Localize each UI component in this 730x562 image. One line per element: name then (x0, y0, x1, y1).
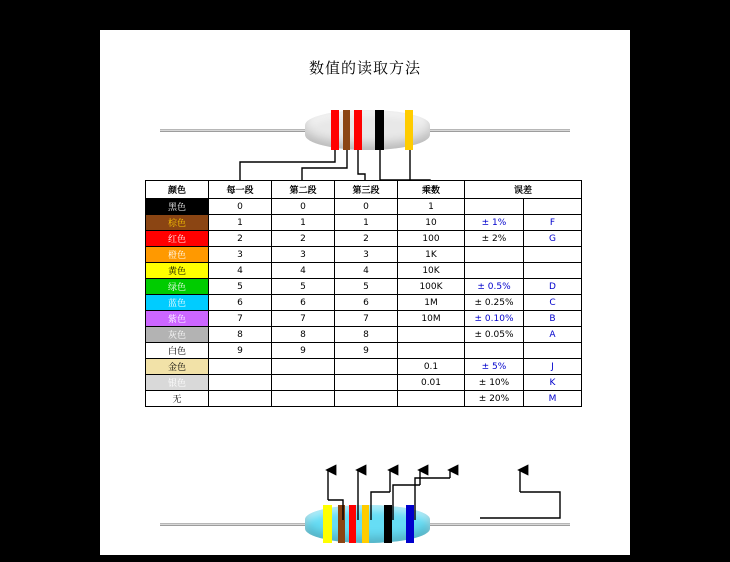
cell-tolerance: ± 0.05% (465, 327, 524, 343)
resistor-bottom-lead-right (420, 523, 570, 526)
cell-tolerance-letter: K (524, 375, 582, 391)
cell-digit3: 6 (335, 295, 398, 311)
cell-digit1: 2 (209, 231, 272, 247)
cell-digit3: 5 (335, 279, 398, 295)
cell-digit1: 0 (209, 199, 272, 215)
table-row (146, 199, 582, 215)
cell-multiplier: 10M (398, 311, 465, 327)
cell-multiplier: 1K (398, 247, 465, 263)
cell-digit2: 0 (272, 199, 335, 215)
cell-color-name: 灰色 (146, 327, 209, 343)
th-digit3: 第三段 (335, 181, 398, 199)
cell-digit1: 7 (209, 311, 272, 327)
cell-tolerance-letter (524, 343, 582, 359)
cell-tolerance (465, 199, 524, 215)
table-row (146, 231, 582, 247)
cell-color-name: 金色 (146, 359, 209, 375)
cell-color-name: 绿色 (146, 279, 209, 295)
table-row (146, 247, 582, 263)
cell-digit1 (209, 375, 272, 391)
table-row (146, 263, 582, 279)
cell-tolerance: ± 5% (465, 359, 524, 375)
cell-digit2 (272, 375, 335, 391)
th-digit2: 第二段 (272, 181, 335, 199)
resistor-top-body (305, 110, 430, 150)
table-row (146, 295, 582, 311)
cell-multiplier (398, 327, 465, 343)
cell-digit2: 4 (272, 263, 335, 279)
table-row (146, 279, 582, 295)
cell-digit1: 8 (209, 327, 272, 343)
table-row (146, 343, 582, 359)
resistor-bottom-band-1 (323, 505, 332, 543)
cell-digit1: 3 (209, 247, 272, 263)
cell-tolerance-letter (524, 247, 582, 263)
cell-color-name: 棕色 (146, 215, 209, 231)
resistor-bottom-band-2 (338, 505, 345, 543)
diagram-canvas (100, 30, 630, 555)
cell-tolerance-letter (524, 199, 582, 215)
cell-digit3: 9 (335, 343, 398, 359)
cell-digit1: 1 (209, 215, 272, 231)
cell-digit3: 1 (335, 215, 398, 231)
cell-tolerance-letter (524, 263, 582, 279)
cell-tolerance-letter: G (524, 231, 582, 247)
cell-multiplier: 1M (398, 295, 465, 311)
cell-multiplier (398, 391, 465, 407)
page-title: 数值的读取方法 (308, 59, 421, 77)
color-code-table (145, 180, 582, 407)
resistor-bottom-band-5 (384, 505, 392, 543)
cell-multiplier: 100 (398, 231, 465, 247)
cell-tolerance: ± 20% (465, 391, 524, 407)
cell-digit2: 1 (272, 215, 335, 231)
cell-tolerance-letter: B (524, 311, 582, 327)
cell-tolerance-letter: F (524, 215, 582, 231)
cell-digit3 (335, 375, 398, 391)
cell-tolerance-letter: J (524, 359, 582, 375)
cell-tolerance-letter: A (524, 327, 582, 343)
cell-digit2 (272, 391, 335, 407)
resistor-bottom-band-3 (349, 505, 356, 543)
cell-digit3: 8 (335, 327, 398, 343)
cell-color-name: 蓝色 (146, 295, 209, 311)
cell-tolerance-letter: M (524, 391, 582, 407)
resistor-top-band-4 (375, 110, 384, 150)
table-row (146, 391, 582, 407)
cell-tolerance: ± 0.5% (465, 279, 524, 295)
th-digit1: 每一段 (209, 181, 272, 199)
cell-color-name: 紫色 (146, 311, 209, 327)
resistor-top-band-5 (405, 110, 413, 150)
cell-tolerance (465, 263, 524, 279)
cell-digit2: 5 (272, 279, 335, 295)
resistor-bottom-band-4 (362, 505, 369, 543)
cell-tolerance: ± 1% (465, 215, 524, 231)
resistor-bottom (160, 505, 570, 543)
cell-color-name: 银色 (146, 375, 209, 391)
table-row (146, 359, 582, 375)
cell-digit2: 3 (272, 247, 335, 263)
cell-digit1 (209, 391, 272, 407)
table-row (146, 375, 582, 391)
cell-tolerance: ± 0.25% (465, 295, 524, 311)
cell-digit2: 6 (272, 295, 335, 311)
cell-multiplier: 100K (398, 279, 465, 295)
cell-color-name: 橙色 (146, 247, 209, 263)
table-row (146, 327, 582, 343)
cell-digit3: 7 (335, 311, 398, 327)
cell-digit2: 8 (272, 327, 335, 343)
cell-digit2: 9 (272, 343, 335, 359)
cell-tolerance: ± 0.10% (465, 311, 524, 327)
table-body (146, 199, 582, 407)
th-tolerance: 误差 (465, 181, 582, 199)
th-multiplier: 乘数 (398, 181, 465, 199)
cell-multiplier: 1 (398, 199, 465, 215)
table-row (146, 311, 582, 327)
cell-tolerance-letter: C (524, 295, 582, 311)
cell-digit1: 6 (209, 295, 272, 311)
cell-tolerance (465, 343, 524, 359)
cell-digit1 (209, 359, 272, 375)
cell-tolerance (465, 247, 524, 263)
cell-color-name: 白色 (146, 343, 209, 359)
cell-color-name: 黄色 (146, 263, 209, 279)
table-row (146, 215, 582, 231)
resistor-top-band-2 (343, 110, 350, 150)
cell-multiplier: 0.01 (398, 375, 465, 391)
cell-digit1: 9 (209, 343, 272, 359)
cell-digit2: 7 (272, 311, 335, 327)
cell-digit3 (335, 359, 398, 375)
cell-multiplier: 10K (398, 263, 465, 279)
cell-digit3: 2 (335, 231, 398, 247)
cell-digit3: 3 (335, 247, 398, 263)
cell-tolerance: ± 2% (465, 231, 524, 247)
resistor-top (160, 110, 570, 150)
cell-multiplier: 10 (398, 215, 465, 231)
cell-digit1: 4 (209, 263, 272, 279)
resistor-top-band-1 (331, 110, 339, 150)
cell-digit3 (335, 391, 398, 407)
resistor-top-band-3 (354, 110, 362, 150)
resistor-top-lead-right (420, 129, 570, 132)
resistor-top-lead-left (160, 129, 310, 132)
cell-multiplier: 0.1 (398, 359, 465, 375)
cell-digit2: 2 (272, 231, 335, 247)
resistor-bottom-body (305, 505, 430, 543)
cell-digit1: 5 (209, 279, 272, 295)
resistor-bottom-band-6 (406, 505, 414, 543)
cell-digit3: 4 (335, 263, 398, 279)
cell-tolerance: ± 10% (465, 375, 524, 391)
cell-color-name: 无 (146, 391, 209, 407)
resistor-bottom-lead-left (160, 523, 310, 526)
th-color: 颜色 (146, 181, 209, 199)
cell-color-name: 红色 (146, 231, 209, 247)
cell-digit2 (272, 359, 335, 375)
cell-multiplier (398, 343, 465, 359)
cell-digit3: 0 (335, 199, 398, 215)
cell-color-name: 黑色 (146, 199, 209, 215)
cell-tolerance-letter: D (524, 279, 582, 295)
table-header-row (146, 181, 582, 199)
